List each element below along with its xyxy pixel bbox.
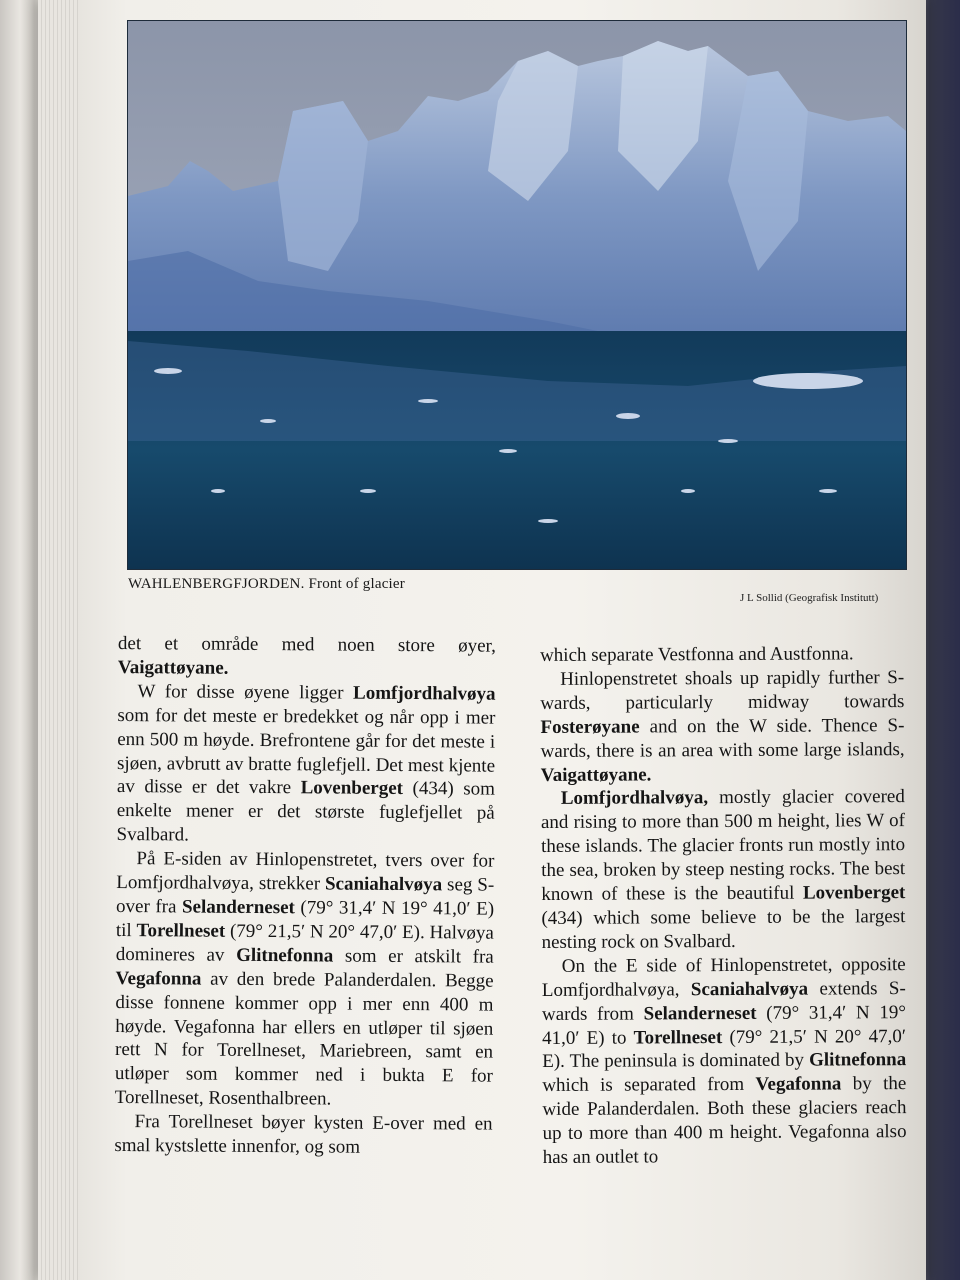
bold-place-name: Vegafonna <box>755 1073 842 1096</box>
text-run: av den brede Palanderdalen. Begge disse fonnene kommer opp i mer enn 400 m høyde. Vegafonna har ellers en utløper til sjøen rett N for Torellneset, Mariebreen, samt en utløper som kommer ned i bukta E for Torellneset, Rosenthalbreen. <box>114 968 494 1110</box>
bold-place-name: Lovenberget <box>802 882 906 904</box>
paragraph <box>541 786 906 955</box>
text-run: (79° 21,5′ N 20° 47,0′ E). The peninsula is dominated by <box>542 1025 907 1073</box>
paragraph <box>542 953 907 1170</box>
bold-place-name: Selanderneset <box>181 896 295 919</box>
text-run: which separate Vestfonna and Austfonna. <box>540 643 854 666</box>
bold-place-name: Selanderneset <box>643 1002 757 1025</box>
bold-place-name: Vaigattøyane. <box>540 763 652 786</box>
text-run: som er atskilt fra <box>333 945 494 968</box>
paragraph <box>118 632 496 682</box>
credit-text: J L Sollid (Geografisk Institutt) <box>740 592 879 604</box>
text-run: (79° 31,4′ N 19° 41,0′ E) to <box>542 1001 907 1049</box>
text-run: mostly glacier covered and rising to more than 500 m height, lies W of these islands. The glacier fronts run mostly into the sea, broken by steep nesting rocks. The best known of these is the beautiful <box>540 786 906 906</box>
bold-place-name: Torellneset <box>136 920 226 942</box>
text-run: Hinlopenstretet shoals up rapidly further S-wards, particularly midway towards <box>540 667 905 714</box>
caption-text: WAHLENBERGFJORDEN. Front of glacier <box>128 576 405 592</box>
paragraph <box>114 1110 492 1160</box>
bold-place-name: Scaniahalvøya <box>324 873 443 896</box>
text-run: by the wide Palanderdalen. Both these glaciers reach up to more than 400 m height. Vegafonna also has an outlet to <box>542 1073 907 1169</box>
photo-credit <box>740 592 878 604</box>
bold-place-name: Lomfjordhalvøya, <box>560 787 709 810</box>
text-run: som for det meste er bredekket og når opp i mer enn 500 m høyde. Brefrontene går for det meste i sjøen, avbrutt av bratte fuglefjell. Det mest kjente av disse er det vakre <box>116 704 496 799</box>
paragraph <box>540 666 905 787</box>
glacier-front-photo <box>127 20 907 570</box>
norwegian-text-column <box>114 632 496 1161</box>
bold-place-name: Glitnefonna <box>236 944 334 967</box>
text-run: seg S-over fra <box>116 874 495 918</box>
photo-caption <box>128 576 405 593</box>
paragraph <box>115 847 495 1113</box>
text-run: (79° 21,5′ N 20° 47,0′ E). Halvøya domineres av <box>115 920 494 966</box>
bold-place-name: Lovenberget <box>300 777 404 800</box>
bold-place-name: Glitnefonna <box>809 1049 907 1072</box>
text-run: and on the W side. Thence S-wards, there is an area with some large islands, <box>540 714 905 762</box>
paragraph <box>116 680 495 850</box>
text-run: (79° 31,4′ N 19° 41,0′ E) til <box>115 897 495 942</box>
bold-place-name: Fosterøyane <box>540 716 640 738</box>
text-run: Fra Torellneset bøyer kysten E-over med en smal kystslette innenfor, og som <box>114 1111 493 1158</box>
bold-place-name: Scaniahalvøya <box>690 978 809 1000</box>
text-run: which is separated from <box>542 1074 756 1097</box>
text-run: extends S-wards from <box>541 977 906 1025</box>
text-run: On the E side of Hinlopenstretet, opposite Lomfjordhalvøya, <box>541 953 906 1001</box>
text-run: På E-siden av Hinlopenstretet, tvers over for Lomfjordhalvøya, strekker <box>116 848 495 895</box>
text-run: W for disse øyene ligger <box>137 680 354 704</box>
paragraph <box>540 642 904 668</box>
text-run: det et område med noen store øyer, <box>117 633 496 657</box>
text-run: (434) som enkelte mener er det største fuglefjellet på Svalbard. <box>116 778 495 846</box>
page-stack-edge <box>38 0 78 1280</box>
bold-place-name: Vegafonna <box>115 967 202 990</box>
bold-place-name: Lomfjordhalvøya <box>353 682 496 705</box>
bold-place-name: Vaigattøyane. <box>117 656 229 679</box>
english-text-column <box>540 642 907 1170</box>
text-run: (434) which some believe to be the largest nesting rock on Svalbard. <box>541 906 906 953</box>
bold-place-name: Torellneset <box>633 1026 723 1049</box>
